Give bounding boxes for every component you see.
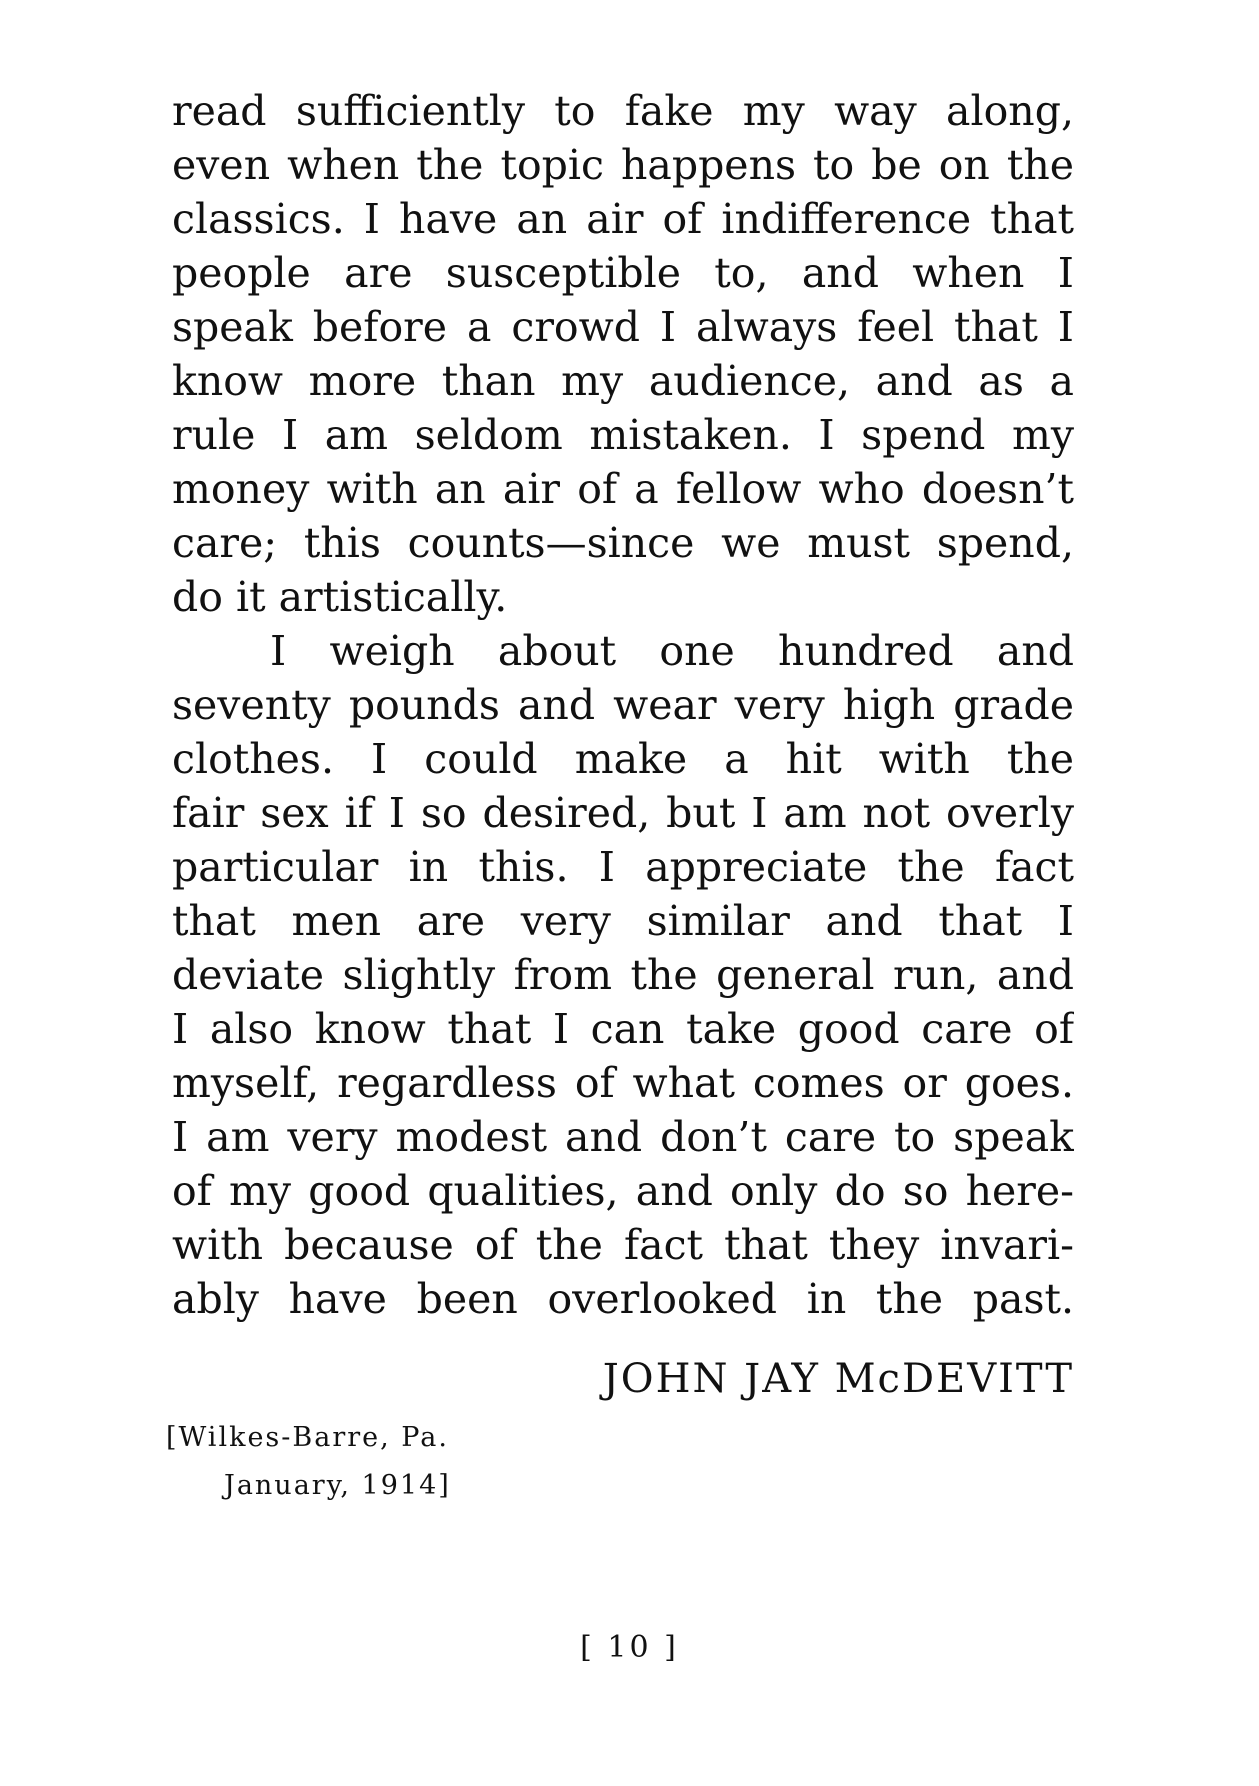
text-line: deviate slightly from the general run, and xyxy=(172,951,1074,999)
text-line: speak before a crowd I always feel that I xyxy=(172,303,1074,351)
text-line: know more than my audience, and as a xyxy=(172,357,1074,405)
text-line: money with an air of a fellow who doesn’t xyxy=(172,465,1074,513)
text-line: fair sex if I so desired, but I am not overly xyxy=(172,789,1074,837)
text-line: particular in this. I appreciate the fact xyxy=(172,843,1074,891)
dateline xyxy=(166,1414,451,1510)
text-line: I weigh about one hundred and xyxy=(270,627,1074,675)
text-line: of my good qualities, and only do so here- xyxy=(172,1167,1074,1215)
text-line: clothes. I could make a hit with the xyxy=(172,735,1074,783)
dateline-place: [Wilkes-Barre, Pa. xyxy=(166,1422,449,1453)
text-line: ably have been overlooked in the past. xyxy=(172,1275,1074,1323)
text-line: rule I am seldom mistaken. I spend my xyxy=(172,411,1074,459)
text-line: with because of the fact that they invari- xyxy=(172,1221,1074,1269)
text-line: seventy pounds and wear very high grade xyxy=(172,681,1074,729)
text-line: people are susceptible to, and when I xyxy=(172,249,1074,297)
text-line: classics. I have an air of indifference that xyxy=(172,195,1074,243)
page-number: [ 10 ] xyxy=(580,1630,679,1665)
text-line: care; this counts—since we must spend, xyxy=(172,519,1074,567)
text-line: that men are very similar and that I xyxy=(172,897,1074,945)
body-text xyxy=(172,84,1074,1326)
text-line: even when the topic happens to be on the xyxy=(172,141,1074,189)
author-signature: JOHN JAY McDEVITT xyxy=(602,1356,1074,1402)
text-line: myself, regardless of what comes or goes. xyxy=(172,1059,1074,1107)
text-line: I also know that I can take good care of xyxy=(172,1005,1074,1053)
text-line: do it artistically. xyxy=(172,573,508,621)
text-line: I am very modest and don’t care to speak xyxy=(172,1113,1074,1161)
dateline-date: January, 1914] xyxy=(224,1470,451,1501)
text-line: read sufficiently to fake my way along, xyxy=(172,87,1074,135)
